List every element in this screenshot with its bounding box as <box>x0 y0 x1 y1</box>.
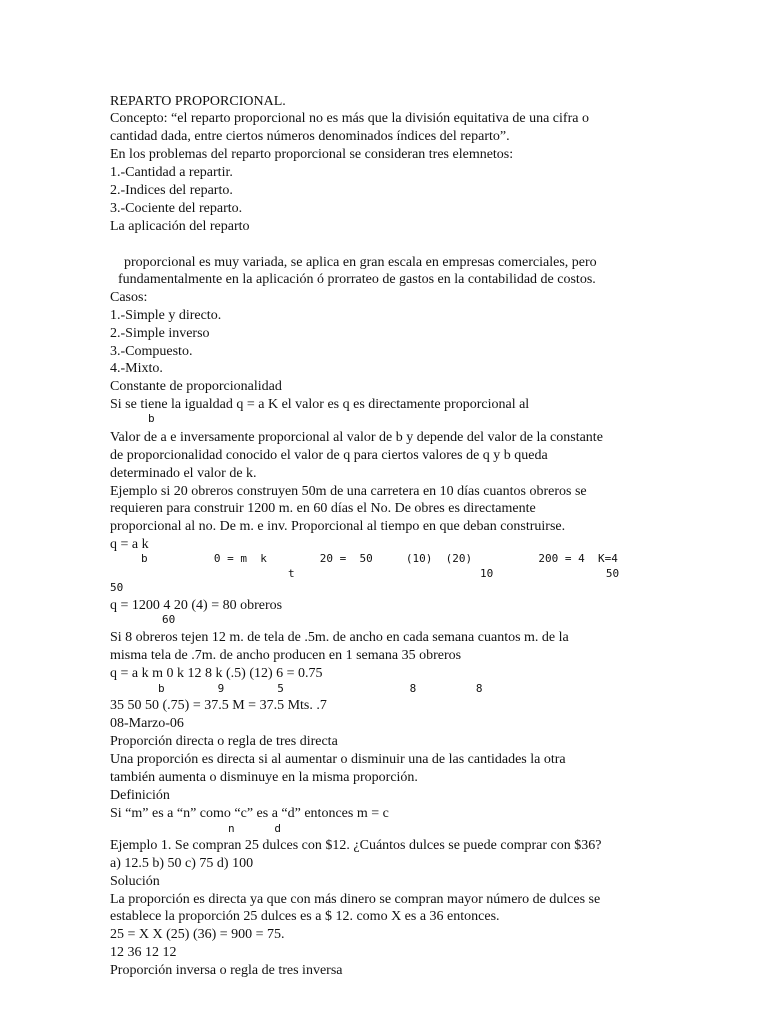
text-line: 4.-Mixto. <box>110 361 163 376</box>
text-line: Ejemplo si 20 obreros construyen 50m de una carretera en 10 días cuantos obreros se <box>110 484 587 499</box>
formula-line: 12 36 12 12 <box>110 945 177 960</box>
formula-subscript: b 0 = m k 20 = 50 (10) (20) 200 = 4 K=4 <box>141 552 618 565</box>
text-line: Ejemplo 1. Se compran 25 dulces con $12. ¿Cuántos dulces se puede comprar con $36? <box>110 838 602 853</box>
section-heading: Definición <box>110 788 170 803</box>
text-line: Casos: <box>110 290 148 305</box>
text-line: La aplicación del reparto <box>110 219 250 234</box>
formula-line: 25 = X X (25) (36) = 900 = 75. <box>110 927 285 942</box>
text-line: 3.-Cociente del reparto. <box>110 201 243 216</box>
text-line: establece la proporción 25 dulces es a $ 12. como X es a 36 entonces. <box>110 909 500 924</box>
formula-line: q = 1200 4 20 (4) = 80 obreros <box>110 598 283 613</box>
text-line: 1.-Cantidad a repartir. <box>110 165 233 180</box>
section-heading: Proporción directa o regla de tres directa <box>110 734 338 749</box>
section-heading: Solución <box>110 874 160 889</box>
text-line: 3.-Compuesto. <box>110 344 193 359</box>
formula-subscript: b 9 5 8 8 <box>158 682 483 695</box>
text-line: misma tela de .7m. de ancho producen en 1 semana 35 obreros <box>110 648 462 663</box>
formula-subscript: 60 <box>162 613 176 626</box>
formula-subscript: t 10 50 <box>288 567 620 580</box>
text-line: La proporción es directa ya que con más dinero se compran mayor número de dulces se <box>110 892 601 907</box>
section-heading: Constante de proporcionalidad <box>110 379 282 394</box>
text-line: fundamentalmente en la aplicación ó prorrateo de gastos en la contabilidad de costos. <box>118 272 596 287</box>
text-line: también aumenta o disminuye en la misma proporción. <box>110 770 418 785</box>
text-line: 2.-Indices del reparto. <box>110 183 233 198</box>
date-line: 08-Marzo-06 <box>110 716 184 731</box>
text-line: 1.-Simple y directo. <box>110 308 222 323</box>
text-line: Una proporción es directa si al aumentar o disminuir una de las cantidades la otra <box>110 752 566 767</box>
formula-line: q = a k <box>110 537 149 552</box>
text-line: a) 12.5 b) 50 c) 75 d) 100 <box>110 856 254 871</box>
formula-subscript: b <box>148 412 155 425</box>
text-line: Si 8 obreros tejen 12 m. de tela de .5m. de ancho en cada semana cuantos m. de la <box>110 630 569 645</box>
text-line: En los problemas del reparto proporcional se consideran tres elemnetos: <box>110 147 514 162</box>
text-line: cantidad dada, entre ciertos números denominados índices del reparto”. <box>110 129 510 144</box>
text-line: Valor de a e inversamente proporcional al valor de b y depende del valor de la constante <box>110 430 603 445</box>
doc-title: REPARTO PROPORCIONAL. <box>110 94 286 109</box>
text-line: determinado el valor de k. <box>110 466 257 481</box>
text-line: proporcional al no. De m. e inv. Proporcional al tiempo en que deban construirse. <box>110 519 566 534</box>
formula-line: 35 50 50 (.75) = 37.5 M = 37.5 Mts. .7 <box>110 698 327 713</box>
formula-subscript: n d <box>228 822 281 835</box>
formula-line: q = a k m 0 k 12 8 k (.5) (12) 6 = 0.75 <box>110 666 323 681</box>
formula-subscript: 50 <box>110 581 124 594</box>
section-heading: Proporción inversa o regla de tres inversa <box>110 963 343 978</box>
text-line: Si se tiene la igualdad q = a K el valor es q es directamente proporcional al <box>110 397 530 412</box>
text-line: de proporcionalidad conocido el valor de q para ciertos valores de q y b queda <box>110 448 548 463</box>
text-line: 2.-Simple inverso <box>110 326 210 341</box>
formula-line: Si “m” es a “n” como “c” es a “d” entonces m = c <box>110 806 389 821</box>
text-line: Concepto: “el reparto proporcional no es más que la división equitativa de una cifra o <box>110 111 589 126</box>
text-line: proporcional es muy variada, se aplica en gran escala en empresas comerciales, pero <box>124 255 597 270</box>
text-line: requieren para construir 1200 m. en 60 días el No. De obres es directamente <box>110 501 536 516</box>
